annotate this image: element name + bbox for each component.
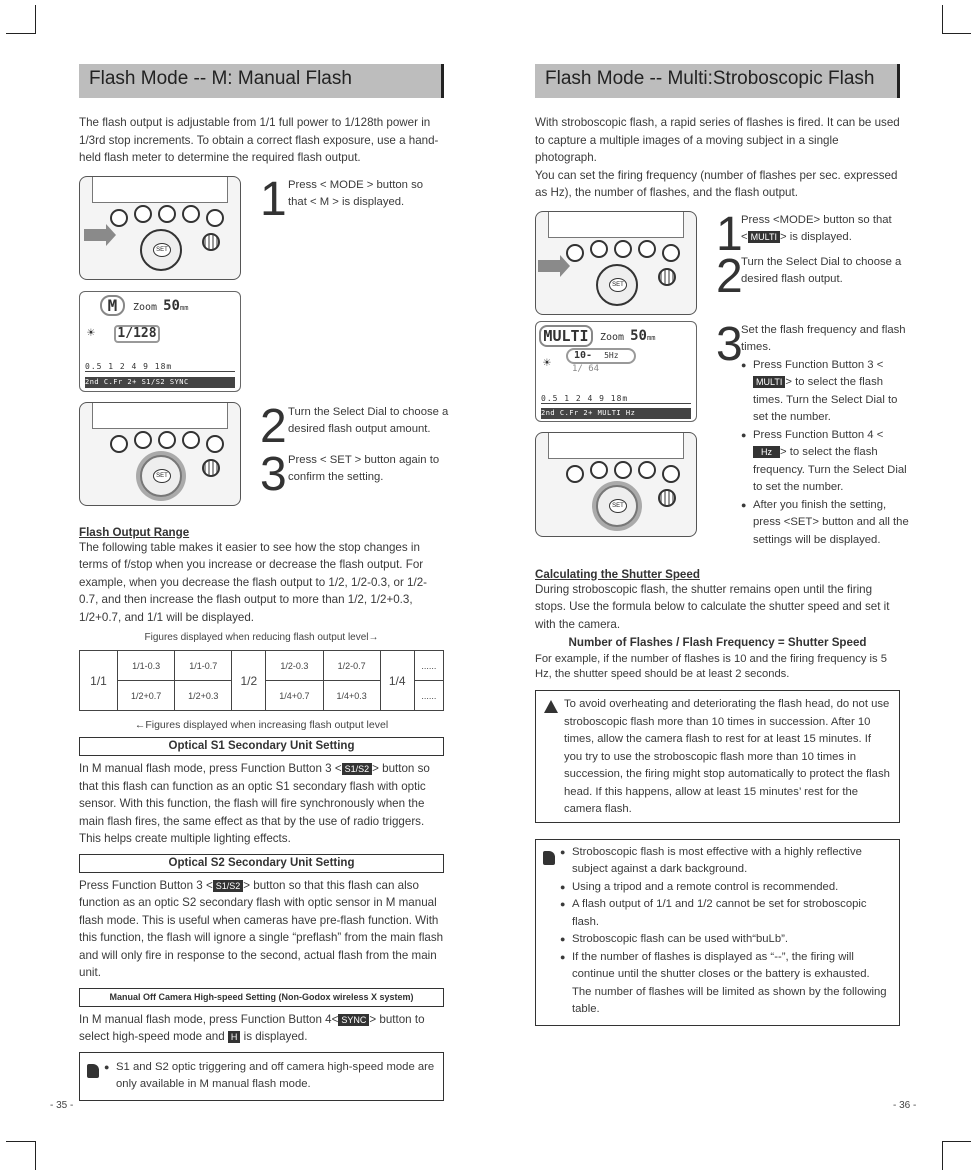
sync-tag: SYNC [338,1014,369,1026]
lcd-display-multi [535,321,697,422]
table-cell: 1/2+0.7 [118,681,175,711]
lcd-output-value: 1/ 64 [572,363,600,374]
lcd-mode-indicator: M [100,295,125,316]
lcd-zoom-text: Zoom [133,301,158,313]
bullet-text-after: > to select the flash times. Turn the Select Dial to set the number. [753,376,898,423]
note-list [560,844,891,1019]
lcd-distance-scale: 0.5 1 2 4 9 18m [541,394,691,404]
lcd-zoom-unit: mm [179,303,189,312]
function-button-1 [590,240,608,258]
lcd-zoom-text: Zoom [600,331,625,343]
function-button-2 [158,205,176,223]
shutter-example: For example, if the number of flashes is 10 and the firing frequency is 5 Hz, the shutter speed should be at least 2 seconds. [535,653,887,680]
lcd-times-value: 10- [574,349,593,361]
select-dial [140,455,182,497]
table-cell: 1/2-0.7 [323,651,380,681]
s2-text-after: > button so that this flash can also function as an optic S2 secondary flash with optic sensor in M manual flash mode. This is useful when cameras have pre-flash function. With this function, the flash will ignore a single “preflash” from the main flash and will only fire in response to the second, actual flash from the main unit. [79,878,444,979]
function-button-3 [638,461,656,479]
table-cell: 1/2+0.3 [175,681,232,711]
page-title: Flash Mode -- M: Manual Flash [79,64,444,98]
function-button-3 [638,240,656,258]
hss-heading: Manual Off Camera High-speed Setting (Non-Godox wireless X system) [79,988,444,1007]
lcd-distance-scale: 0.5 1 2 4 9 18m [85,362,235,372]
mode-pointer-arrow [84,229,106,241]
steps-area [535,207,909,563]
function-button-1 [134,431,152,449]
page-number-right: - 36 - [893,1100,917,1111]
step-number-3: 3 [716,317,743,371]
intro-paragraph: With stroboscopic flash, a rapid series of flashes is fired. It can be used to capture a multiple images of a moving subject in a single photograph. [535,116,900,164]
cell-1-2: 1/2 [232,651,266,711]
bullet-text-before: Press Function Button 3 < [753,358,884,371]
set-button-label: SET [609,499,627,513]
bullet-text-after: > to select the flash frequency. Turn the Select Dial to set the number. [753,446,907,493]
table-caption-top: Figures displayed when reducing flash output level→ [144,632,379,643]
function-button-4 [662,244,680,262]
select-dial [596,485,638,527]
step-3-bullet [741,497,909,550]
mode-pointer-arrow [538,260,560,272]
step-3-bullets [741,357,909,550]
mode-button-outline [110,435,128,453]
lcd-zoom-label [600,328,655,344]
steps-area [79,172,449,516]
flash-control-panel-dial [79,402,241,506]
lcd-zoom-value: 50 [163,297,180,314]
step-1-text-after: > is displayed. [779,231,852,243]
hss-icon: H [228,1031,241,1043]
lcd-freq-value: 5Hz [604,350,619,360]
intro-paragraph: The flash output is adjustable from 1/1 full power to 1/128th power in 1/3rd stop increments. To obtain a correct flash exposure, use a hand-held flash meter to determine the required flash output. [79,116,439,164]
set-button-label: SET [609,278,627,292]
lcd-zoom-value: 50 [630,327,647,344]
page-title: Flash Mode -- Multi:Stroboscopic Flash [535,64,900,98]
step-1-text: Press < MODE > button so that < M > is displayed. [288,178,423,208]
function-button-1 [590,461,608,479]
note-item: ● S1 and S2 optic triggering and off camera high-speed mode are only available in M manual flash mode. [104,1059,435,1094]
warning-text: To avoid overheating and deteriorating the flash head, do not use stroboscopic flash more than 10 times in succession. After 10 times, allow the camera flash to rest for at least 15 minutes. If you try to use the stroboscopic flash more than 10 times in succession, the firing might stop automatically to protect the flash head. If this happens, allow at least 15 minutes’ rest for the camera flash. [564,698,890,815]
lcd-display-manual [79,291,241,392]
page-number-left: - 35 - [50,1100,74,1111]
step-3-bullet [741,357,909,427]
flash-control-panel [79,176,241,280]
s1s2-tag: S1/S2 [342,763,373,775]
note-item: ● A flash output of 1/1 and 1/2 cannot be set for stroboscopic flash. [560,896,891,931]
step-number-2: 2 [260,399,287,453]
bullet-text: After you finish the setting, press <SET> button and all the settings will be displayed. [753,498,909,546]
s1-text-after: > button so that this flash can function as an optic S1 secondary flash with optic sensor. With this function, the flash will fire synchronously when the main flash fires, the same effect as that by the use of radio triggers. This helps create multiple lighting effects. [79,762,430,845]
function-button-4 [206,435,224,453]
flash-control-panel-dial [535,432,697,537]
power-switch [202,233,220,251]
note-box-right [535,839,900,1026]
lcd-window [92,403,228,429]
lcd-window [548,212,684,238]
power-switch [658,268,676,286]
multi-tag: MULTI [748,231,780,243]
note-item: ● Stroboscopic flash can be used with“buLb”. [560,931,891,949]
page-36 [535,64,909,1026]
table-cell: 1/4+0.3 [323,681,380,711]
lcd-times-freq [566,348,636,364]
cell-1-1: 1/1 [80,651,118,711]
step-1-text-before: Press <MODE> button so that < [741,213,892,243]
crop-mark-tl-v [35,5,36,34]
crop-mark-bl-v [35,1141,36,1170]
set-button-label: SET [153,469,171,483]
lcd-function-bar: 2nd C.Fr 2+ S1/S2 SYNC [85,377,235,388]
crop-mark-br-v [942,1141,943,1170]
page-35 [79,64,449,1101]
note-item: ● If the number of flashes is displayed as “--”, the firing will continue until the shutter closes or the battery is exhausted. The number of flashes will be limited as shown by the following table. [560,949,891,1019]
warning-box [535,690,900,823]
function-button-2 [158,431,176,449]
select-dial [596,264,638,306]
flash-control-panel [535,211,697,315]
table-cell: 1/1-0.7 [175,651,232,681]
step-number-1: 1 [260,172,287,226]
table-cell: 1/2-0.3 [266,651,323,681]
s1s2-tag: S1/S2 [213,880,244,892]
step-3-text: Set the flash frequency and flash times. [741,323,906,353]
function-button-2 [614,461,632,479]
table-cell: 1/1-0.3 [118,651,175,681]
bullet-text-before: Press Function Button 4 < [753,428,884,441]
lcd-flash-icon: ☀ [87,325,95,341]
hss-text-before: In M manual flash mode, press Function Button 4< [79,1012,339,1026]
crop-mark-tr-v [942,5,943,34]
intro-paragraph-2: You can set the firing frequency (number of flashes per sec. expressed as Hz), the number of flashes, and the flash output. [535,168,898,199]
table-cell: ...... [414,651,443,681]
crop-mark-tl-h [6,33,35,34]
power-switch [202,459,220,477]
note-icon [87,1064,99,1078]
table-caption-bottom: ←Figures displayed when increasing flash output level [134,719,389,731]
note-icon [543,851,555,865]
note-list [104,1059,435,1094]
hss-text-after: is displayed. [243,1030,308,1043]
lcd-output-value: 1/128 [114,325,160,343]
lcd-mode-indicator: MULTI [539,325,593,347]
hz-tag: Hz [753,446,780,458]
step-number-1: 1 [716,207,743,261]
step-3-bullet [741,427,909,497]
lcd-window [92,177,228,203]
s1-heading: Optical S1 Secondary Unit Setting [79,737,444,756]
step-number-2: 2 [716,249,743,303]
function-button-1 [134,205,152,223]
lcd-zoom-label [133,298,188,314]
hss-text-middle: > button to select high-speed mode and [79,1012,425,1043]
shutter-speed-text: During stroboscopic flash, the shutter remains open until the firing stops. Use the formula below to calculate the shutter speed and set it with the camera. [535,582,890,631]
lcd-flash-icon: ☀ [543,355,551,371]
s1-text [79,760,444,848]
step-2-text: Turn the Select Dial to choose a desired flash output. [741,255,902,285]
step-2-text: Turn the Select Dial to choose a desired flash output amount. [288,405,449,435]
table-cell: ...... [414,681,443,711]
shutter-formula: Number of Flashes / Flash Frequency = Shutter Speed [568,636,867,649]
lcd-function-bar: 2nd C.Fr 2+ MULTI Hz [541,408,691,419]
s2-heading: Optical S2 Secondary Unit Setting [79,854,444,873]
select-dial [140,229,182,271]
power-switch [658,489,676,507]
lcd-window [548,433,684,459]
function-button-4 [206,209,224,227]
set-button-label: SET [153,243,171,257]
lcd-zoom-unit: mm [646,333,656,342]
shutter-speed-heading: Calculating the Shutter Speed [535,567,700,581]
flash-output-range-heading: Flash Output Range [79,525,190,539]
warning-icon [544,700,558,713]
note-box-left [79,1052,444,1101]
step-number-3: 3 [260,447,287,501]
table-cell: 1/4+0.7 [266,681,323,711]
flash-output-range-text: The following table makes it easier to see how the stop changes in terms of f/stop when you increase or decrease the flash output. For example, when you decrease the flash output to 1/2, 1/2-0.3, or 1/2-0.7, and then increase the flash output to more than 1/2, 1/2+0.3, 1/2+0.7, and 1/1 will be displayed. [79,540,428,624]
s2-text [79,877,444,982]
note-item: ● Using a tripod and a remote control is recommended. [560,879,891,897]
crop-mark-tr-h [942,33,971,34]
function-button-3 [182,205,200,223]
function-button-4 [662,465,680,483]
function-button-3 [182,431,200,449]
step-1-text [741,212,901,247]
function-button-2 [614,240,632,258]
multi-tag: MULTI [753,376,785,388]
note-item: ● Stroboscopic flash is most effective with a highly reflective subject against a dark background. [560,844,891,879]
hss-text [79,1011,444,1046]
s1-text-before: In M manual flash mode, press Function Button 3 < [79,762,342,775]
crop-mark-bl-h [6,1141,35,1142]
crop-mark-br-h [942,1141,971,1142]
s2-text-before: Press Function Button 3 < [79,878,213,892]
step-3-text: Press < SET > button again to confirm the setting. [288,453,440,483]
flash-output-table [79,650,444,711]
mode-button-outline [566,465,584,483]
cell-1-4: 1/4 [380,651,414,711]
